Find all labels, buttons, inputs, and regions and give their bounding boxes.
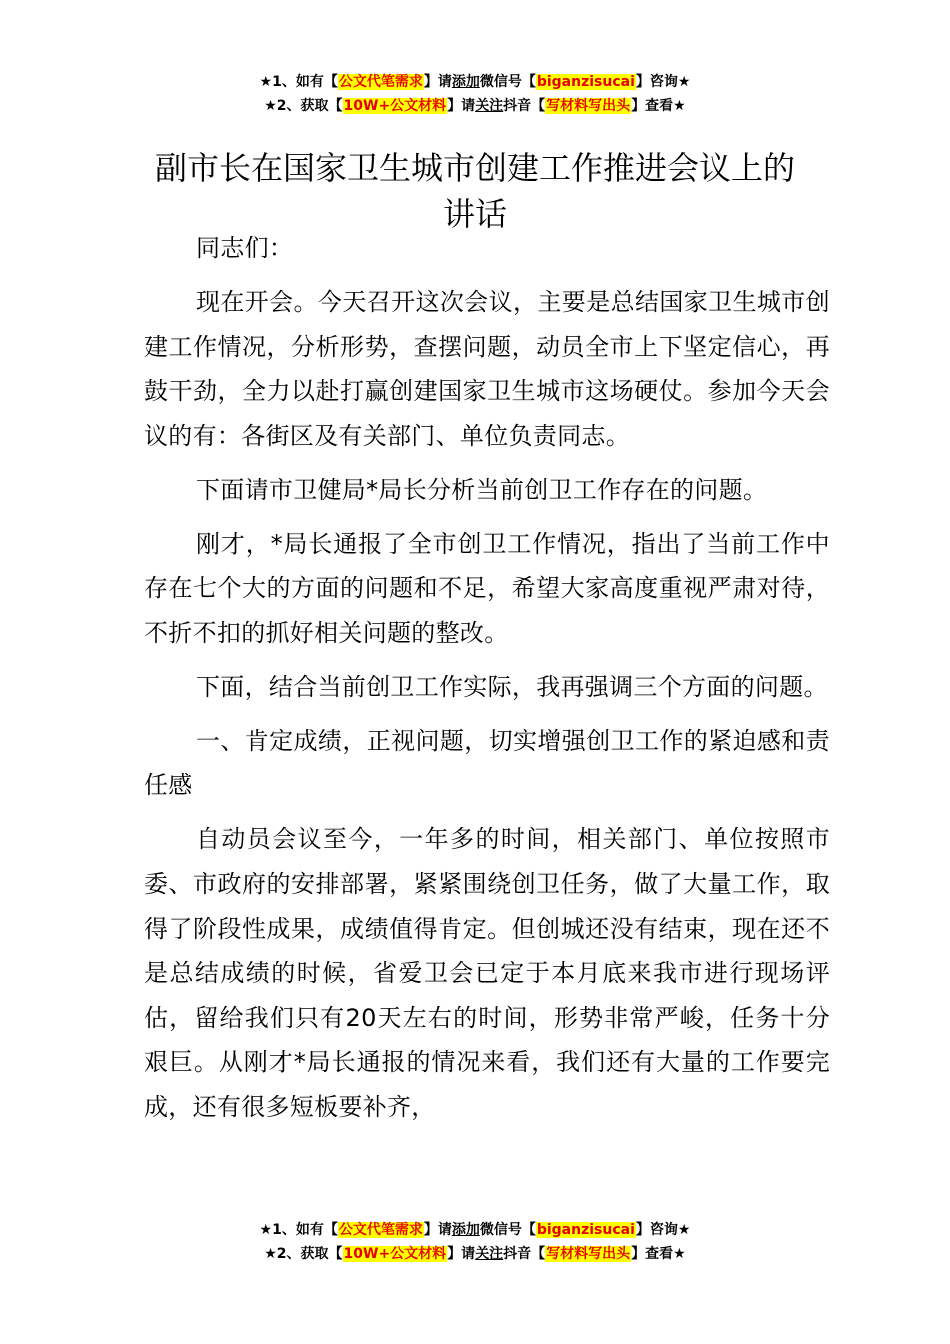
banner-highlight: 公文代笔需求 xyxy=(338,1222,423,1238)
banner-text: 】咨询★ xyxy=(635,74,691,90)
document-body xyxy=(144,226,830,1139)
banner-line-1 xyxy=(0,1218,950,1242)
banner-underlined: 添加 xyxy=(451,74,480,90)
banner-highlight: biganzisucai xyxy=(536,74,635,90)
banner-highlight: 10W+公文材料 xyxy=(343,1246,447,1262)
banner-highlight: 写材料写出头 xyxy=(546,1246,631,1262)
banner-text: ★1、如有【 xyxy=(259,74,338,90)
banner-highlight: biganzisucai xyxy=(536,1222,635,1238)
banner-text: 】请 xyxy=(447,1246,476,1262)
footer-banner xyxy=(0,1218,950,1266)
banner-line-2 xyxy=(0,1242,950,1266)
banner-underlined: 添加 xyxy=(451,1222,480,1238)
banner-underlined: 关注 xyxy=(475,1246,504,1262)
banner-highlight: 公文代笔需求 xyxy=(338,74,423,90)
banner-line-1 xyxy=(0,70,950,94)
section-heading: 一、肯定成绩，正视问题，切实增强创卫工作的紧迫感和责任感 xyxy=(144,726,830,800)
banner-text: ★2、获取【 xyxy=(264,1246,343,1262)
banner-text: 】查看★ xyxy=(631,98,686,114)
banner-text: 】请 xyxy=(447,98,476,114)
banner-text: ★1、如有【 xyxy=(259,1222,338,1238)
banner-text: 抖音【 xyxy=(503,98,546,114)
banner-text: 微信号【 xyxy=(479,74,536,90)
paragraph: 下面，结合当前创卫工作实际，我再强调三个方面的问题。 xyxy=(196,672,828,701)
header-banner xyxy=(0,70,950,118)
banner-text: 】查看★ xyxy=(631,1246,686,1262)
paragraph: 刚才，*局长通报了全市创卫工作情况，指出了当前工作中存在七个大的方面的问题和不足，希望大家高度重视严肃对待，不折不扣的抓好相关问题的整改。 xyxy=(144,529,830,647)
banner-text: 】咨询★ xyxy=(635,1222,691,1238)
banner-text: 抖音【 xyxy=(503,1246,546,1262)
banner-underlined: 关注 xyxy=(475,98,504,114)
document-title: 副市长在国家卫生城市创建工作推进会议上的讲话 xyxy=(154,149,795,234)
banner-highlight: 10W+公文材料 xyxy=(343,98,447,114)
banner-line-2 xyxy=(0,94,950,118)
banner-text: 】请 xyxy=(423,1222,452,1238)
paragraph: 下面请市卫健局*局长分析当前创卫工作存在的问题。 xyxy=(196,475,768,504)
banner-text: ★2、获取【 xyxy=(264,98,343,114)
paragraph: 自动员会议至今，一年多的时间，相关部门、单位按照市委、市政府的安排部署，紧紧围绕创卫任务，做了大量工作，取得了阶段性成果，成绩值得肯定。但创城还没有结束，现在还不是总结成绩的时候，省爱卫会已定于本月底来我市进行现场评估，留给我们只有20天左右的时间，形势非常严峻，任务十分艰巨。从刚才*局长通报的情况来看，我们还有大量的工作要完成，还有很多短板要补齐， xyxy=(144,825,830,1122)
banner-highlight: 写材料写出头 xyxy=(546,98,631,114)
paragraph: 现在开会。今天召开这次会议，主要是总结国家卫生城市创建工作情况，分析形势，查摆问题，动员全市上下坚定信心，再鼓干劲，全力以赴打赢创建国家卫生城市这场硬仗。参加今天会议的有：各街区及有关部门、单位负责同志。 xyxy=(144,287,830,450)
banner-text: 】请 xyxy=(423,74,452,90)
paragraph: 同志们： xyxy=(196,234,294,262)
banner-text: 微信号【 xyxy=(479,1222,536,1238)
